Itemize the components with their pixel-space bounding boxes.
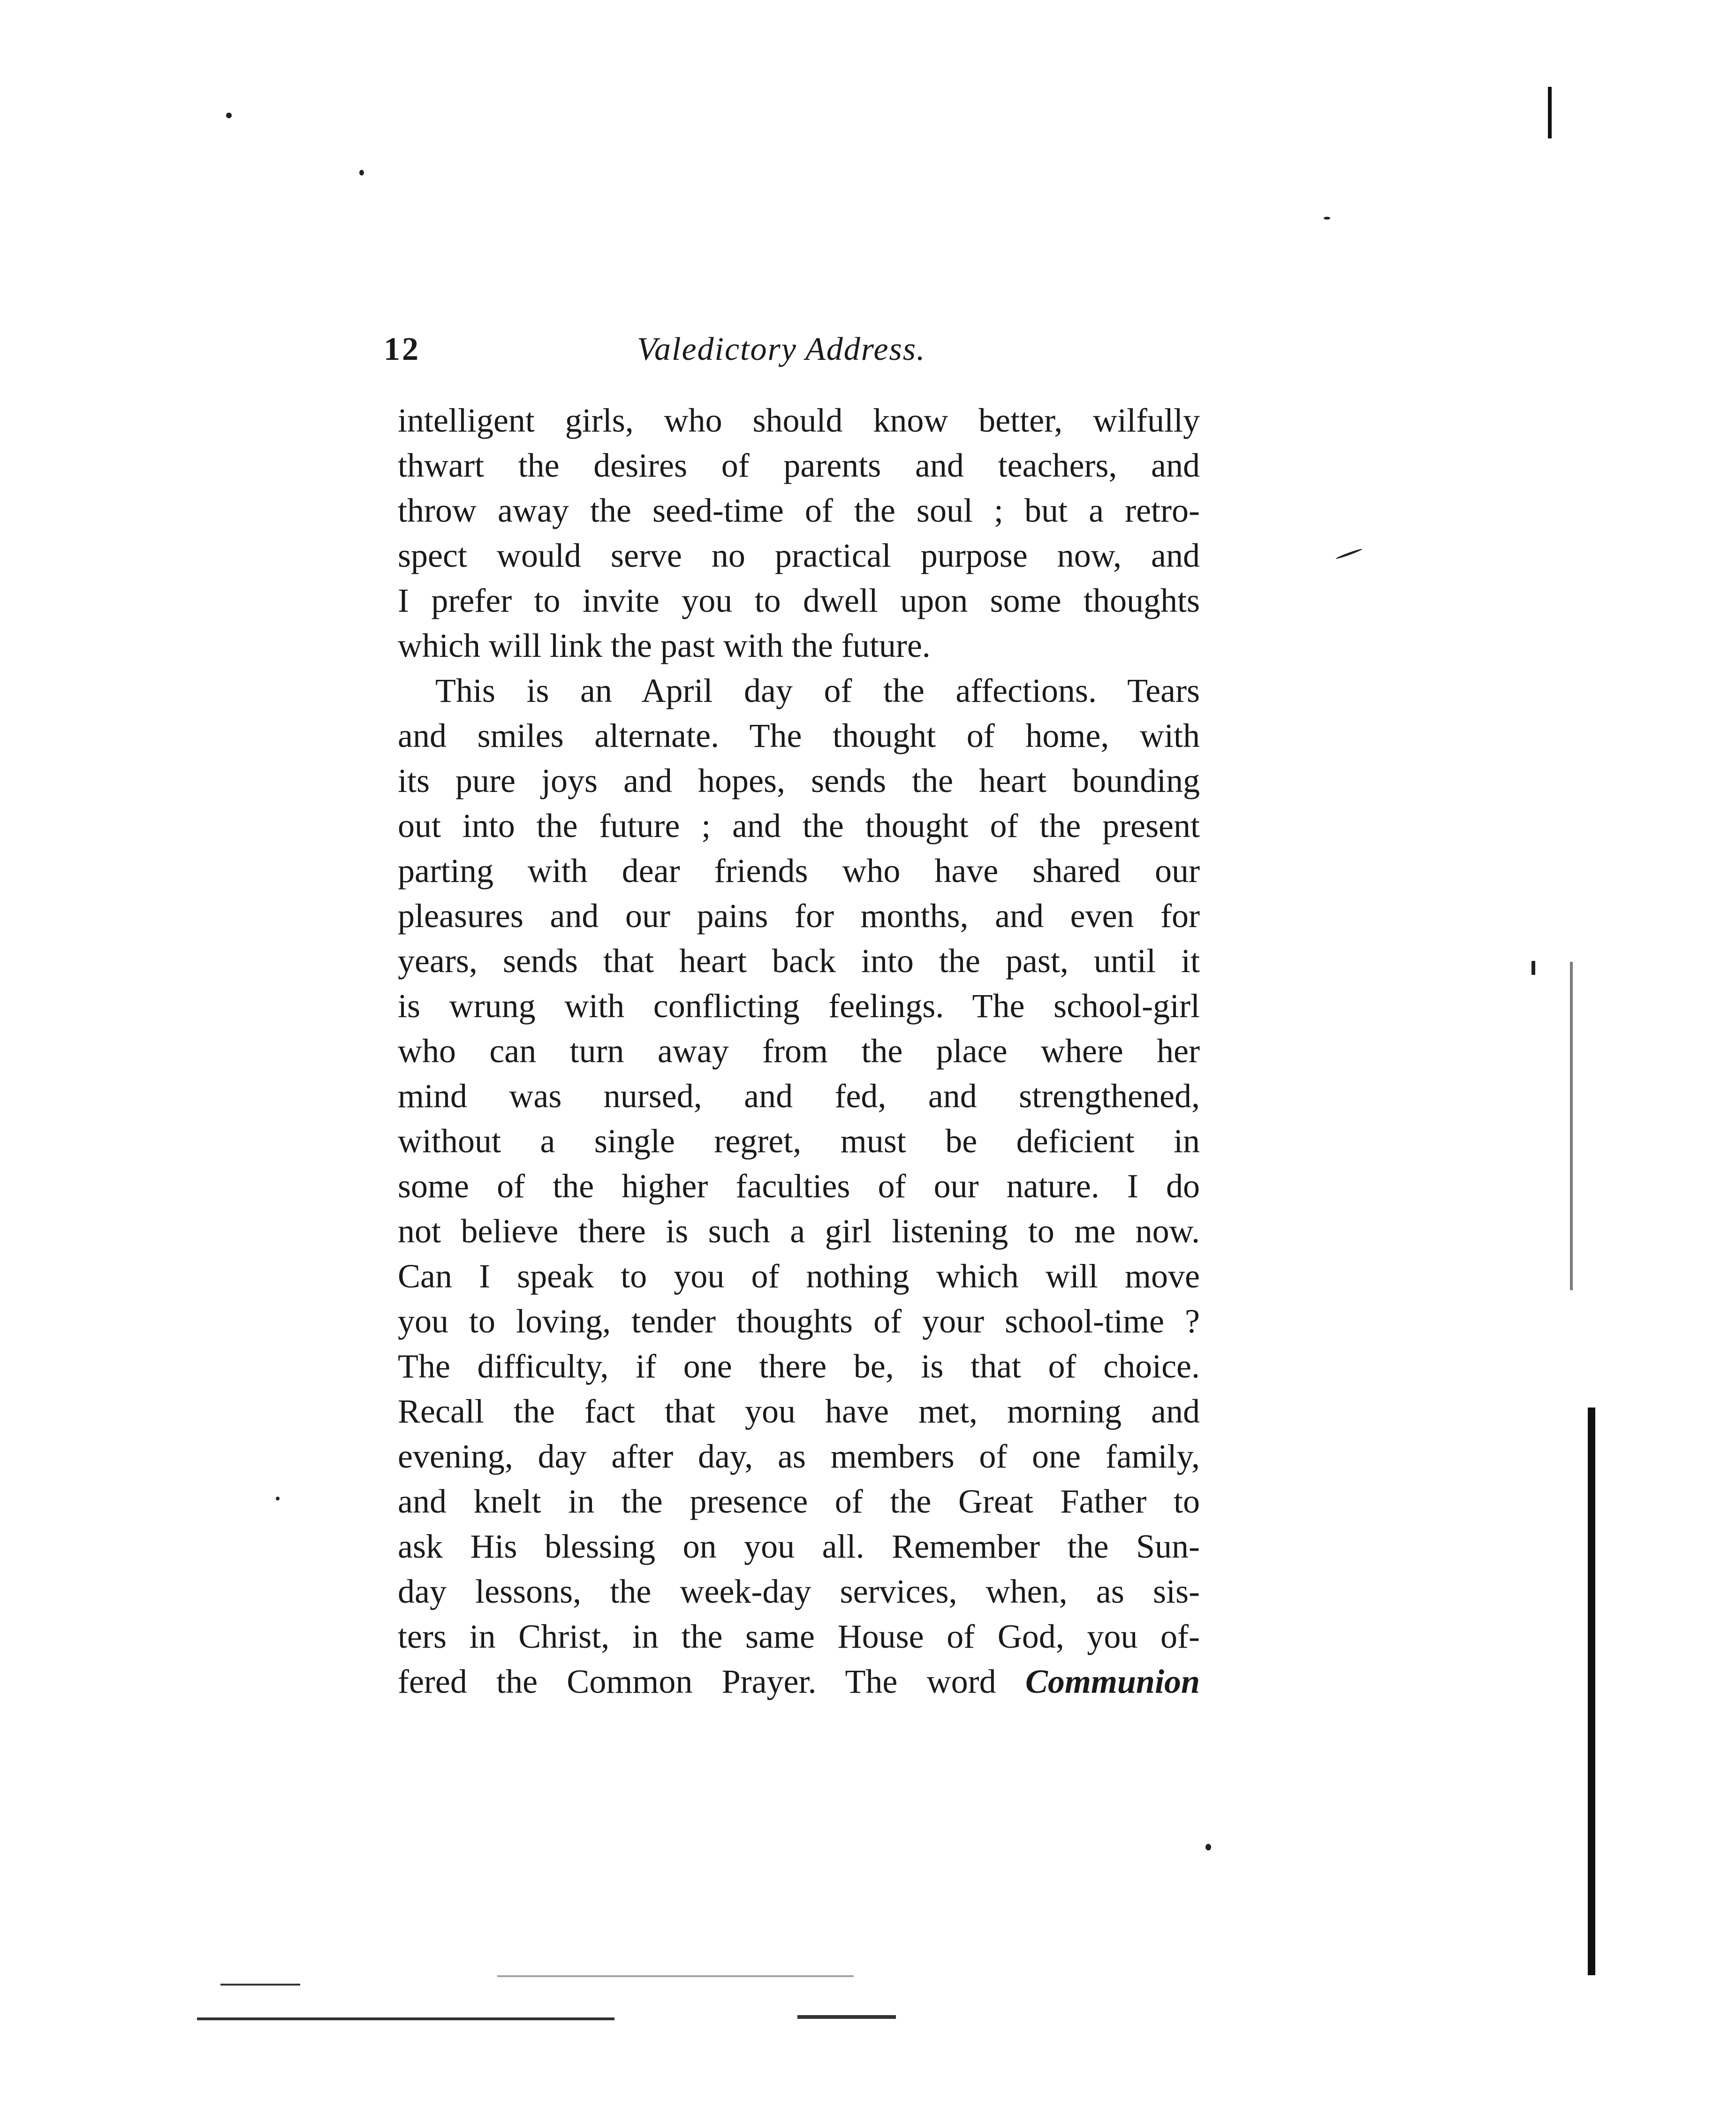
bottom-dash (497, 1975, 854, 1977)
scan-speck (1324, 217, 1330, 220)
text-line: out into the future ; and the thought of the present (398, 807, 1200, 845)
text-line: Can I speak to you of nothing which will move (398, 1257, 1200, 1295)
scan-speck (359, 170, 364, 175)
text-line: which will link the past with the future. (398, 627, 931, 664)
text-line: This is an April day of the affections. Tears (435, 672, 1200, 709)
binding-edge-shadow (1588, 1408, 1595, 1975)
text-line: not believe there is such a girl listening to me now. (398, 1212, 1200, 1250)
text-line: parting with dear friends who have shared our (398, 852, 1200, 890)
running-head: Valedictory Address. (637, 331, 926, 367)
text-line: Recall the fact that you have met, morning and (398, 1393, 1200, 1430)
text-line: throw away the seed-time of the soul ; but a retro- (398, 492, 1200, 529)
scan-speck (1205, 1844, 1211, 1850)
bottom-rule-right (797, 2015, 896, 2019)
text-line: mind was nursed, and fed, and strengthened, (398, 1077, 1200, 1115)
text-line: ters in Christ, in the same House of God, you of- (398, 1618, 1200, 1655)
text-line: ask His blessing on you all. Remember the Sun- (398, 1528, 1200, 1565)
text-line: pleasures and our pains for months, and even for (398, 897, 1200, 935)
scan-speck (1335, 548, 1363, 560)
binding-edge-mark (1570, 962, 1573, 1290)
page-number: 12 (384, 331, 420, 367)
text-line: you to loving, tender thoughts of your school-time ? (398, 1302, 1200, 1340)
text-line: evening, day after day, as members of one family, (398, 1438, 1200, 1475)
scan-speck (1531, 961, 1535, 975)
text-line: years, sends that heart back into the past, until it (398, 942, 1200, 980)
text-line: is wrung with conflicting feelings. The school-girl (398, 987, 1200, 1025)
text-line: thwart the desires of parents and teachers, and (398, 447, 1200, 484)
text-line: and knelt in the presence of the Great Father to (398, 1483, 1200, 1520)
text-line: spect would serve no practical purpose now, and (398, 537, 1200, 574)
text-line: intelligent girls, who should know better, wilfully (398, 402, 1200, 439)
text-line: day lessons, the week-day services, when, as sis- (398, 1573, 1200, 1610)
scan-speck (226, 113, 232, 118)
page-header (384, 324, 1200, 375)
text-line: without a single regret, must be deficient in (398, 1122, 1200, 1160)
binding-edge-top-mark (1548, 87, 1552, 138)
bottom-rule-left (197, 2017, 614, 2020)
body-text (398, 398, 1200, 1704)
final-line-prefix: fered the Common Prayer. The word (398, 1663, 1025, 1700)
text-line: I prefer to invite you to dwell upon some thoughts (398, 582, 1200, 619)
text-line: some of the higher faculties of our nature. I do (398, 1167, 1200, 1205)
text-line: who can turn away from the place where her (398, 1032, 1200, 1070)
text-line: its pure joys and hopes, sends the heart bounding (398, 762, 1200, 799)
text-line: The difficulty, if one there be, is that of choice. (398, 1347, 1200, 1385)
text-line: and smiles alternate. The thought of home, with (398, 717, 1200, 754)
scan-speck (276, 1497, 280, 1500)
final-text-line (398, 1659, 1200, 1704)
bottom-dash (220, 1984, 300, 1986)
catchword-italic: Communion (1025, 1663, 1200, 1700)
